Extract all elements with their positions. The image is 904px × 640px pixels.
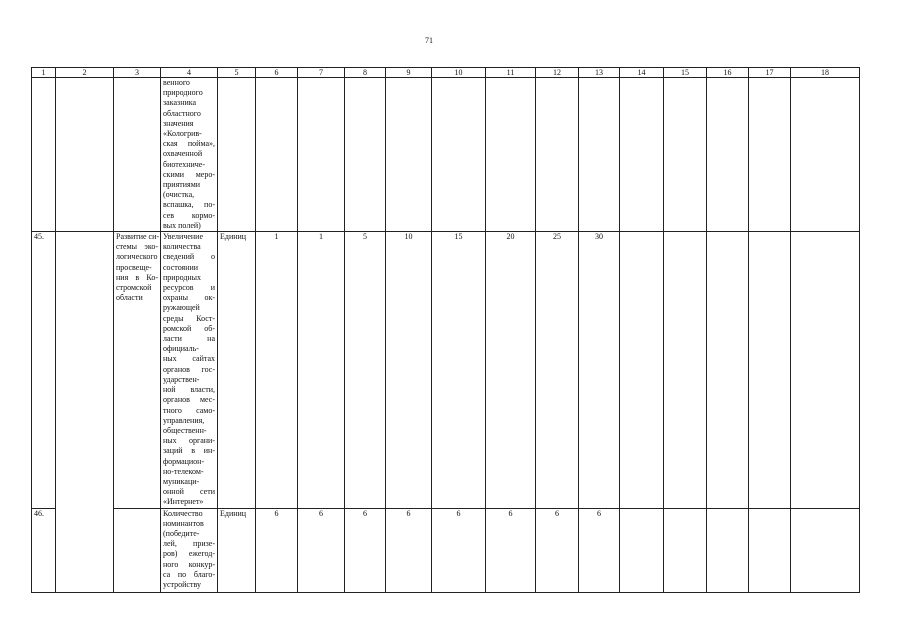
text-line: ромской об- [163, 323, 215, 333]
page-number: 71 [425, 36, 433, 45]
row-activity [114, 78, 161, 232]
value-cell: 6 [432, 508, 486, 592]
text-line: ров) ежегод- [163, 549, 215, 559]
row-unit: Единиц [218, 508, 256, 592]
text-line: охраны ок- [163, 293, 215, 303]
text-line: ной власти, [163, 385, 215, 395]
text-line: среды Кост- [163, 313, 215, 323]
text-line: тного само- [163, 405, 215, 415]
empty-cell [707, 78, 749, 232]
value-cell: 10 [386, 232, 432, 508]
text-line: логического [116, 252, 158, 262]
text-line: управления, [163, 415, 205, 425]
text-line: (очистка, [163, 190, 195, 200]
header-cell: 5 [218, 68, 256, 78]
empty-cell [620, 232, 664, 508]
text-line: са по благо- [163, 569, 215, 579]
text-line: но-телеком- [163, 466, 204, 476]
header-cell: 3 [114, 68, 161, 78]
text-line: стемы эко- [116, 242, 158, 252]
header-cell: 18 [791, 68, 860, 78]
column-number-row [32, 68, 860, 78]
text-line: устройству [163, 579, 201, 589]
text-line: органов гос- [163, 364, 215, 374]
header-cell: 11 [486, 68, 536, 78]
indicator-table [31, 67, 860, 593]
text-line: ударствен- [163, 374, 200, 384]
value-cell: 6 [579, 508, 620, 592]
header-cell: 4 [161, 68, 218, 78]
text-line: вспашка, по- [163, 200, 215, 210]
header-cell: 17 [749, 68, 791, 78]
text-line: общественн- [163, 425, 207, 435]
header-cell: 6 [256, 68, 298, 78]
value-cell [579, 78, 620, 232]
row-number: 45. [32, 232, 56, 508]
value-cell: 30 [579, 232, 620, 508]
text-line: венного [163, 78, 190, 87]
header-cell: 10 [432, 68, 486, 78]
row-indicator [161, 78, 218, 232]
text-line: формацион- [163, 456, 205, 466]
text-line: номинантов [163, 518, 204, 528]
value-cell: 6 [536, 508, 579, 592]
text-line: скими меро- [163, 169, 215, 179]
value-cell: 6 [386, 508, 432, 592]
text-line: (победите- [163, 528, 200, 538]
text-line: природных [163, 272, 202, 282]
text-line: природного [163, 88, 203, 98]
text-line: ния в Ко- [116, 272, 158, 282]
header-cell: 9 [386, 68, 432, 78]
header-cell: 13 [579, 68, 620, 78]
value-cell [432, 78, 486, 232]
row-unit: Единиц [218, 232, 256, 508]
empty-cell [664, 232, 707, 508]
text-line: вых полей) [163, 220, 201, 230]
empty-cell [749, 508, 791, 592]
text-line: заказника [163, 98, 197, 108]
text-line: органов мес- [163, 395, 215, 405]
table-row [32, 78, 860, 232]
table-row [32, 232, 860, 508]
text-line: значения [163, 118, 194, 128]
row-activity [114, 508, 161, 592]
indicator-text [163, 509, 215, 591]
header-cell: 2 [56, 68, 114, 78]
value-cell [536, 78, 579, 232]
row-col2 [56, 78, 114, 232]
empty-cell [620, 508, 664, 592]
row-activity [114, 232, 161, 508]
text-line: Развитие си- [116, 232, 160, 242]
text-line: ных сайтах [163, 354, 215, 364]
value-cell [256, 78, 298, 232]
text-line: сев кормо- [163, 210, 215, 220]
text-line: лей, призе- [163, 539, 215, 549]
empty-cell [791, 508, 860, 592]
value-cell: 6 [298, 508, 345, 592]
header-cell: 15 [664, 68, 707, 78]
text-line: ного конкур- [163, 559, 215, 569]
empty-cell [749, 78, 791, 232]
row-col2 [56, 232, 114, 592]
text-line: ружающей [163, 303, 200, 313]
empty-cell [791, 232, 860, 508]
activity-text [116, 232, 158, 303]
value-cell: 6 [486, 508, 536, 592]
text-line: ласти на [163, 334, 215, 344]
empty-cell [791, 78, 860, 232]
text-line: Количество [163, 508, 203, 518]
row-number [32, 78, 56, 232]
text-line: охваченной [163, 149, 203, 159]
text-line: состоянии [163, 262, 199, 272]
header-cell: 14 [620, 68, 664, 78]
value-cell: 20 [486, 232, 536, 508]
text-line: ская пойма», [163, 139, 215, 149]
value-cell: 1 [298, 232, 345, 508]
text-line: заций в ин- [163, 446, 215, 456]
row-indicator [161, 232, 218, 508]
text-line: ресурсов и [163, 283, 215, 293]
header-cell: 7 [298, 68, 345, 78]
row-number: 46. [32, 508, 56, 592]
value-cell: 6 [256, 508, 298, 592]
row-indicator [161, 508, 218, 592]
empty-cell [620, 78, 664, 232]
value-cell: 1 [256, 232, 298, 508]
text-line: стромской [116, 283, 152, 293]
header-cell: 12 [536, 68, 579, 78]
text-line: «Интернет» [163, 497, 204, 507]
text-line: муникаци- [163, 476, 200, 486]
header-cell: 1 [32, 68, 56, 78]
text-line: областного [163, 108, 201, 118]
header-cell: 16 [707, 68, 749, 78]
value-cell: 6 [345, 508, 386, 592]
text-line: ных органи- [163, 436, 215, 446]
value-cell [345, 78, 386, 232]
empty-cell [707, 508, 749, 592]
text-line: онной сети [163, 487, 215, 497]
value-cell: 5 [345, 232, 386, 508]
value-cell [386, 78, 432, 232]
text-line: приятиями [163, 180, 201, 190]
header-cell: 8 [345, 68, 386, 78]
text-line: количества [163, 242, 201, 252]
text-line: биотехниче- [163, 159, 205, 169]
empty-cell [664, 78, 707, 232]
text-line: просвеще- [116, 262, 152, 272]
text-line: Увеличение [163, 232, 204, 242]
text-line: области [116, 293, 143, 303]
text-line: «Кологрив- [163, 129, 202, 139]
empty-cell [707, 232, 749, 508]
empty-cell [749, 232, 791, 508]
value-cell: 25 [536, 232, 579, 508]
indicator-text [163, 78, 215, 231]
value-cell [486, 78, 536, 232]
value-cell [298, 78, 345, 232]
indicator-text [163, 232, 215, 507]
text-line: официаль- [163, 344, 199, 354]
table-row [32, 508, 860, 592]
value-cell: 15 [432, 232, 486, 508]
row-unit [218, 78, 256, 232]
text-line: сведений о [163, 252, 215, 262]
empty-cell [664, 508, 707, 592]
